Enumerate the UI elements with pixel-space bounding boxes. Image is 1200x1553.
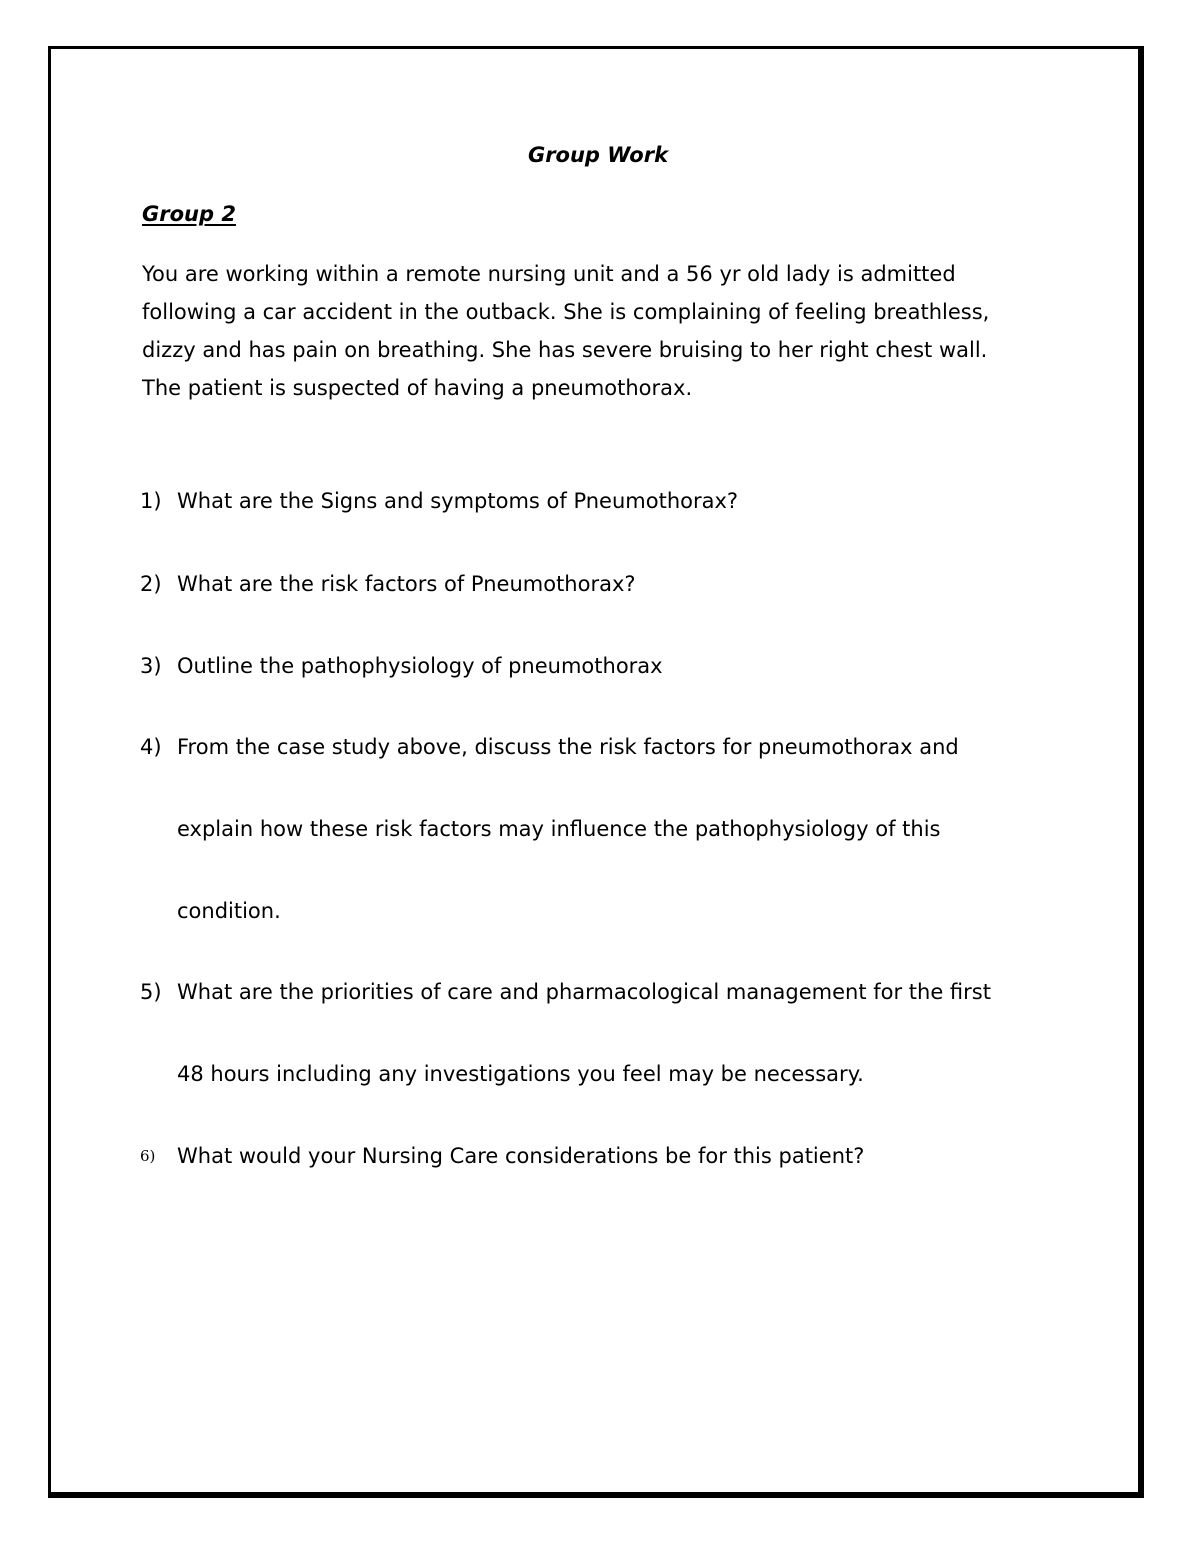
intro-line: dizzy and has pain on breathing. She has severe bruising to her right chest wall. <box>142 338 988 362</box>
question-number: 1) <box>140 489 162 513</box>
question-text: What are the Signs and symptoms of Pneumothorax? <box>177 489 739 513</box>
question-3 <box>140 625 663 707</box>
question-text: What would your Nursing Care considerations be for this patient? <box>177 1144 865 1168</box>
intro-line: following a car accident in the outback. She is complaining of feeling breathless, <box>142 300 990 324</box>
document-title: Group Work <box>527 143 669 167</box>
question-text: What are the risk factors of Pneumothorax? <box>177 572 636 596</box>
question-number: 6) <box>140 1147 156 1165</box>
question-4 <box>140 706 959 952</box>
question-number: 4) <box>140 735 162 759</box>
question-number: 2) <box>140 572 162 596</box>
group-heading: Group 2 <box>142 202 236 226</box>
question-6 <box>140 1115 864 1197</box>
question-2 <box>140 543 636 625</box>
question-text-line: What are the priorities of care and pharmacological management for the first <box>177 980 991 1004</box>
question-text-line: explain how these risk factors may influence the pathophysiology of this <box>177 817 941 841</box>
question-number: 5) <box>140 980 162 1004</box>
question-text-line: 48 hours including any investigations you feel may be necessary. <box>177 1062 864 1086</box>
question-number: 3) <box>140 654 162 678</box>
intro-line: The patient is suspected of having a pneumothorax. <box>142 376 693 400</box>
intro-line: You are working within a remote nursing unit and a 56 yr old lady is admitted <box>142 262 956 286</box>
question-text: Outline the pathophysiology of pneumothorax <box>177 654 663 678</box>
case-study-paragraph <box>142 255 1062 407</box>
question-5 <box>140 951 991 1115</box>
question-text-line: From the case study above, discuss the risk factors for pneumothorax and <box>177 735 959 759</box>
question-1 <box>140 460 738 542</box>
question-text-line: condition. <box>177 899 281 923</box>
